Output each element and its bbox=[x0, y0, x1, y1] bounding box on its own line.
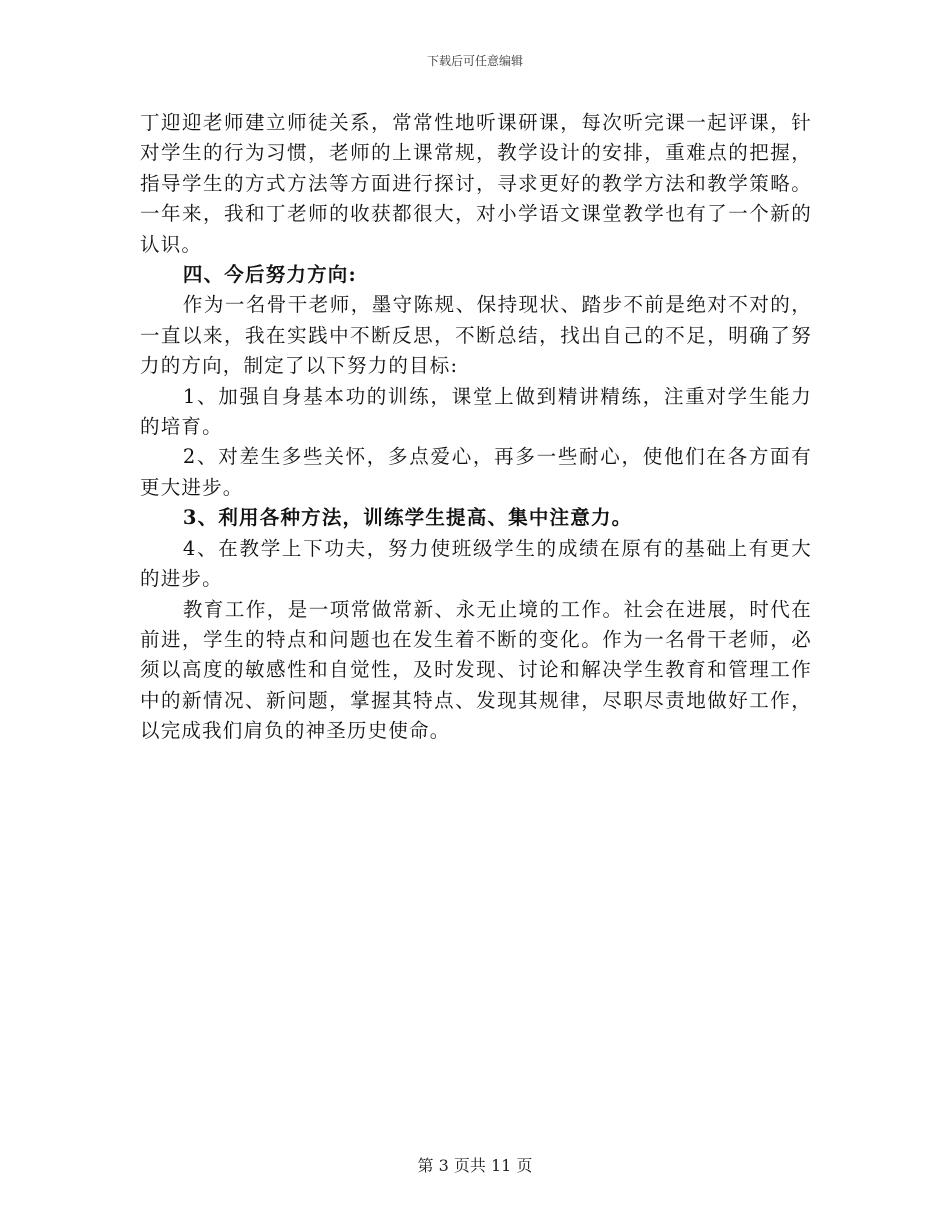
goal-item-2: 2、对差生多些关怀，多点爱心，再多一些耐心，使他们在各方面有更大进步。 bbox=[140, 445, 812, 499]
goal-item-4: 4、在教学上下功夫，努力使班级学生的成绩在原有的基础上有更大的进步。 bbox=[140, 536, 812, 591]
paragraph-teacher-mentoring: 丁迎迎老师建立师徒关系，常常性地听课研课，每次听完课一起评课，针对学生的行为习惯，老师的上课常规，教学设计的安排，重难点的把握，指导学生的方式方法等方面进行探讨，寻求更好的教学方法和教学策略。一年来，我和丁老师的收获都很大，对小学语文课堂教学也有了一个新的认识。 bbox=[140, 111, 812, 256]
goal-item-3: 3、利用各种方法，训练学生提高、集中注意力。 bbox=[182, 506, 633, 530]
section-heading-future-direction: 四、今后努力方向: bbox=[182, 263, 357, 287]
page-header: 下载后可任意编辑 bbox=[426, 54, 523, 68]
goal-item-1: 1、加强自身基本功的训练，课堂上做到精讲精练，注重对学生能力的培育。 bbox=[140, 384, 812, 439]
paragraph-conclusion: 教育工作，是一项常做常新、永无止境的工作。社会在进展，时代在前进，学生的特点和问题也在发生着不断的变化。作为一名骨干老师，必须以高度的敏感性和自觉性，及时发现、讨论和解决学生教育和管理工作中的新情况、新问题，掌握其特点、发现其规律，尽职尽责地做好工作，以完成我们肩负的神圣历史使命。 bbox=[140, 597, 812, 743]
page-number-footer: 第 3 页共 11 页 bbox=[417, 1156, 533, 1175]
paragraph-reflection: 作为一名骨干老师，墨守陈规、保持现状、踏步不前是绝对不对的，一直以来，我在实践中不断反思，不断总结，找出自己的不足，明确了努力的方向，制定了以下努力的目标: bbox=[140, 293, 812, 378]
document-body bbox=[140, 108, 812, 747]
